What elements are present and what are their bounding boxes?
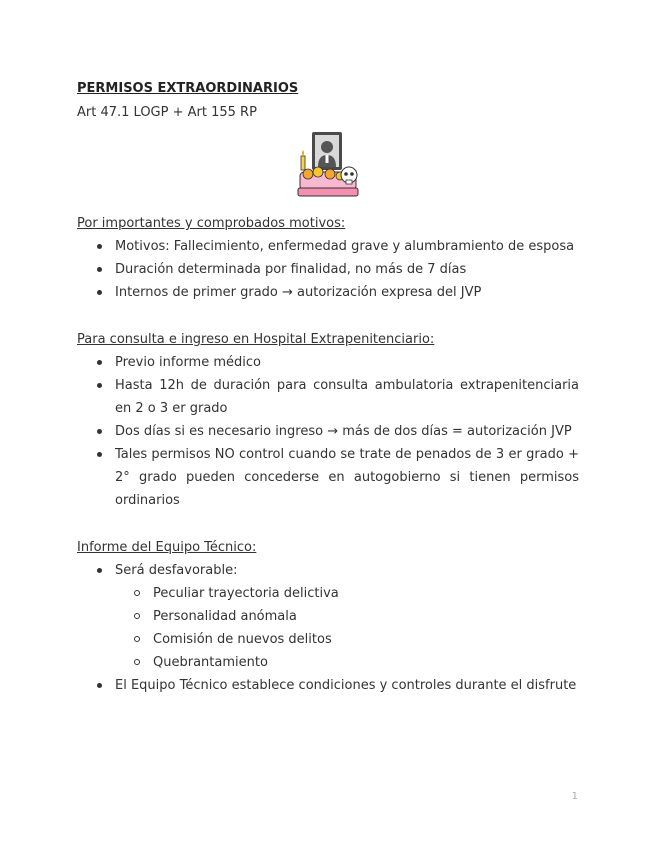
section-heading-hospital: Para consulta e ingreso en Hospital Extrapenitenciario: (77, 332, 435, 347)
list-item (77, 559, 579, 674)
list-item: Duración determinada por finalidad, no más de 7 días (77, 258, 579, 281)
sub-list-item: Peculiar trayectoria delictiva (115, 582, 579, 605)
informe-list (77, 559, 579, 697)
sub-list-item: Comisión de nuevos delitos (115, 628, 579, 651)
document-subtitle: Art 47.1 LOGP + Art 155 RP (77, 105, 257, 120)
section-heading-motivos: Por importantes y comprobados motivos: (77, 216, 346, 231)
list-item: Internos de primer grado → autorización expresa del JVP (77, 281, 579, 304)
motivos-list (77, 235, 579, 304)
list-item: Motivos: Fallecimiento, enfermedad grave y alumbramiento de esposa (77, 235, 579, 258)
document-body (77, 80, 579, 697)
list-item: Tales permisos NO control cuando se trate de penados de 3 er grado + 2° grado pueden concederse en autogobierno si tienen permisos ordinarios (77, 443, 579, 512)
sub-list-item: Quebrantamiento (115, 651, 579, 674)
hospital-list (77, 351, 579, 512)
document-title: PERMISOS EXTRAORDINARIOS (77, 81, 299, 96)
list-item: Dos días si es necesario ingreso → más de dos días = autorización JVP (77, 420, 579, 443)
funeral-memorial-icon (290, 130, 366, 206)
list-item-text: Será desfavorable: (115, 563, 238, 578)
list-item: Hasta 12h de duración para consulta ambulatoria extrapenitenciaria en 2 o 3 er grado (77, 374, 579, 420)
sub-list-item: Personalidad anómala (115, 605, 579, 628)
list-item: El Equipo Técnico establece condiciones y controles durante el disfrute (77, 674, 579, 697)
list-item: Previo informe médico (77, 351, 579, 374)
sub-list (115, 582, 579, 674)
section-heading-informe: Informe del Equipo Técnico: (77, 540, 257, 555)
page-number: 1 (571, 791, 578, 802)
